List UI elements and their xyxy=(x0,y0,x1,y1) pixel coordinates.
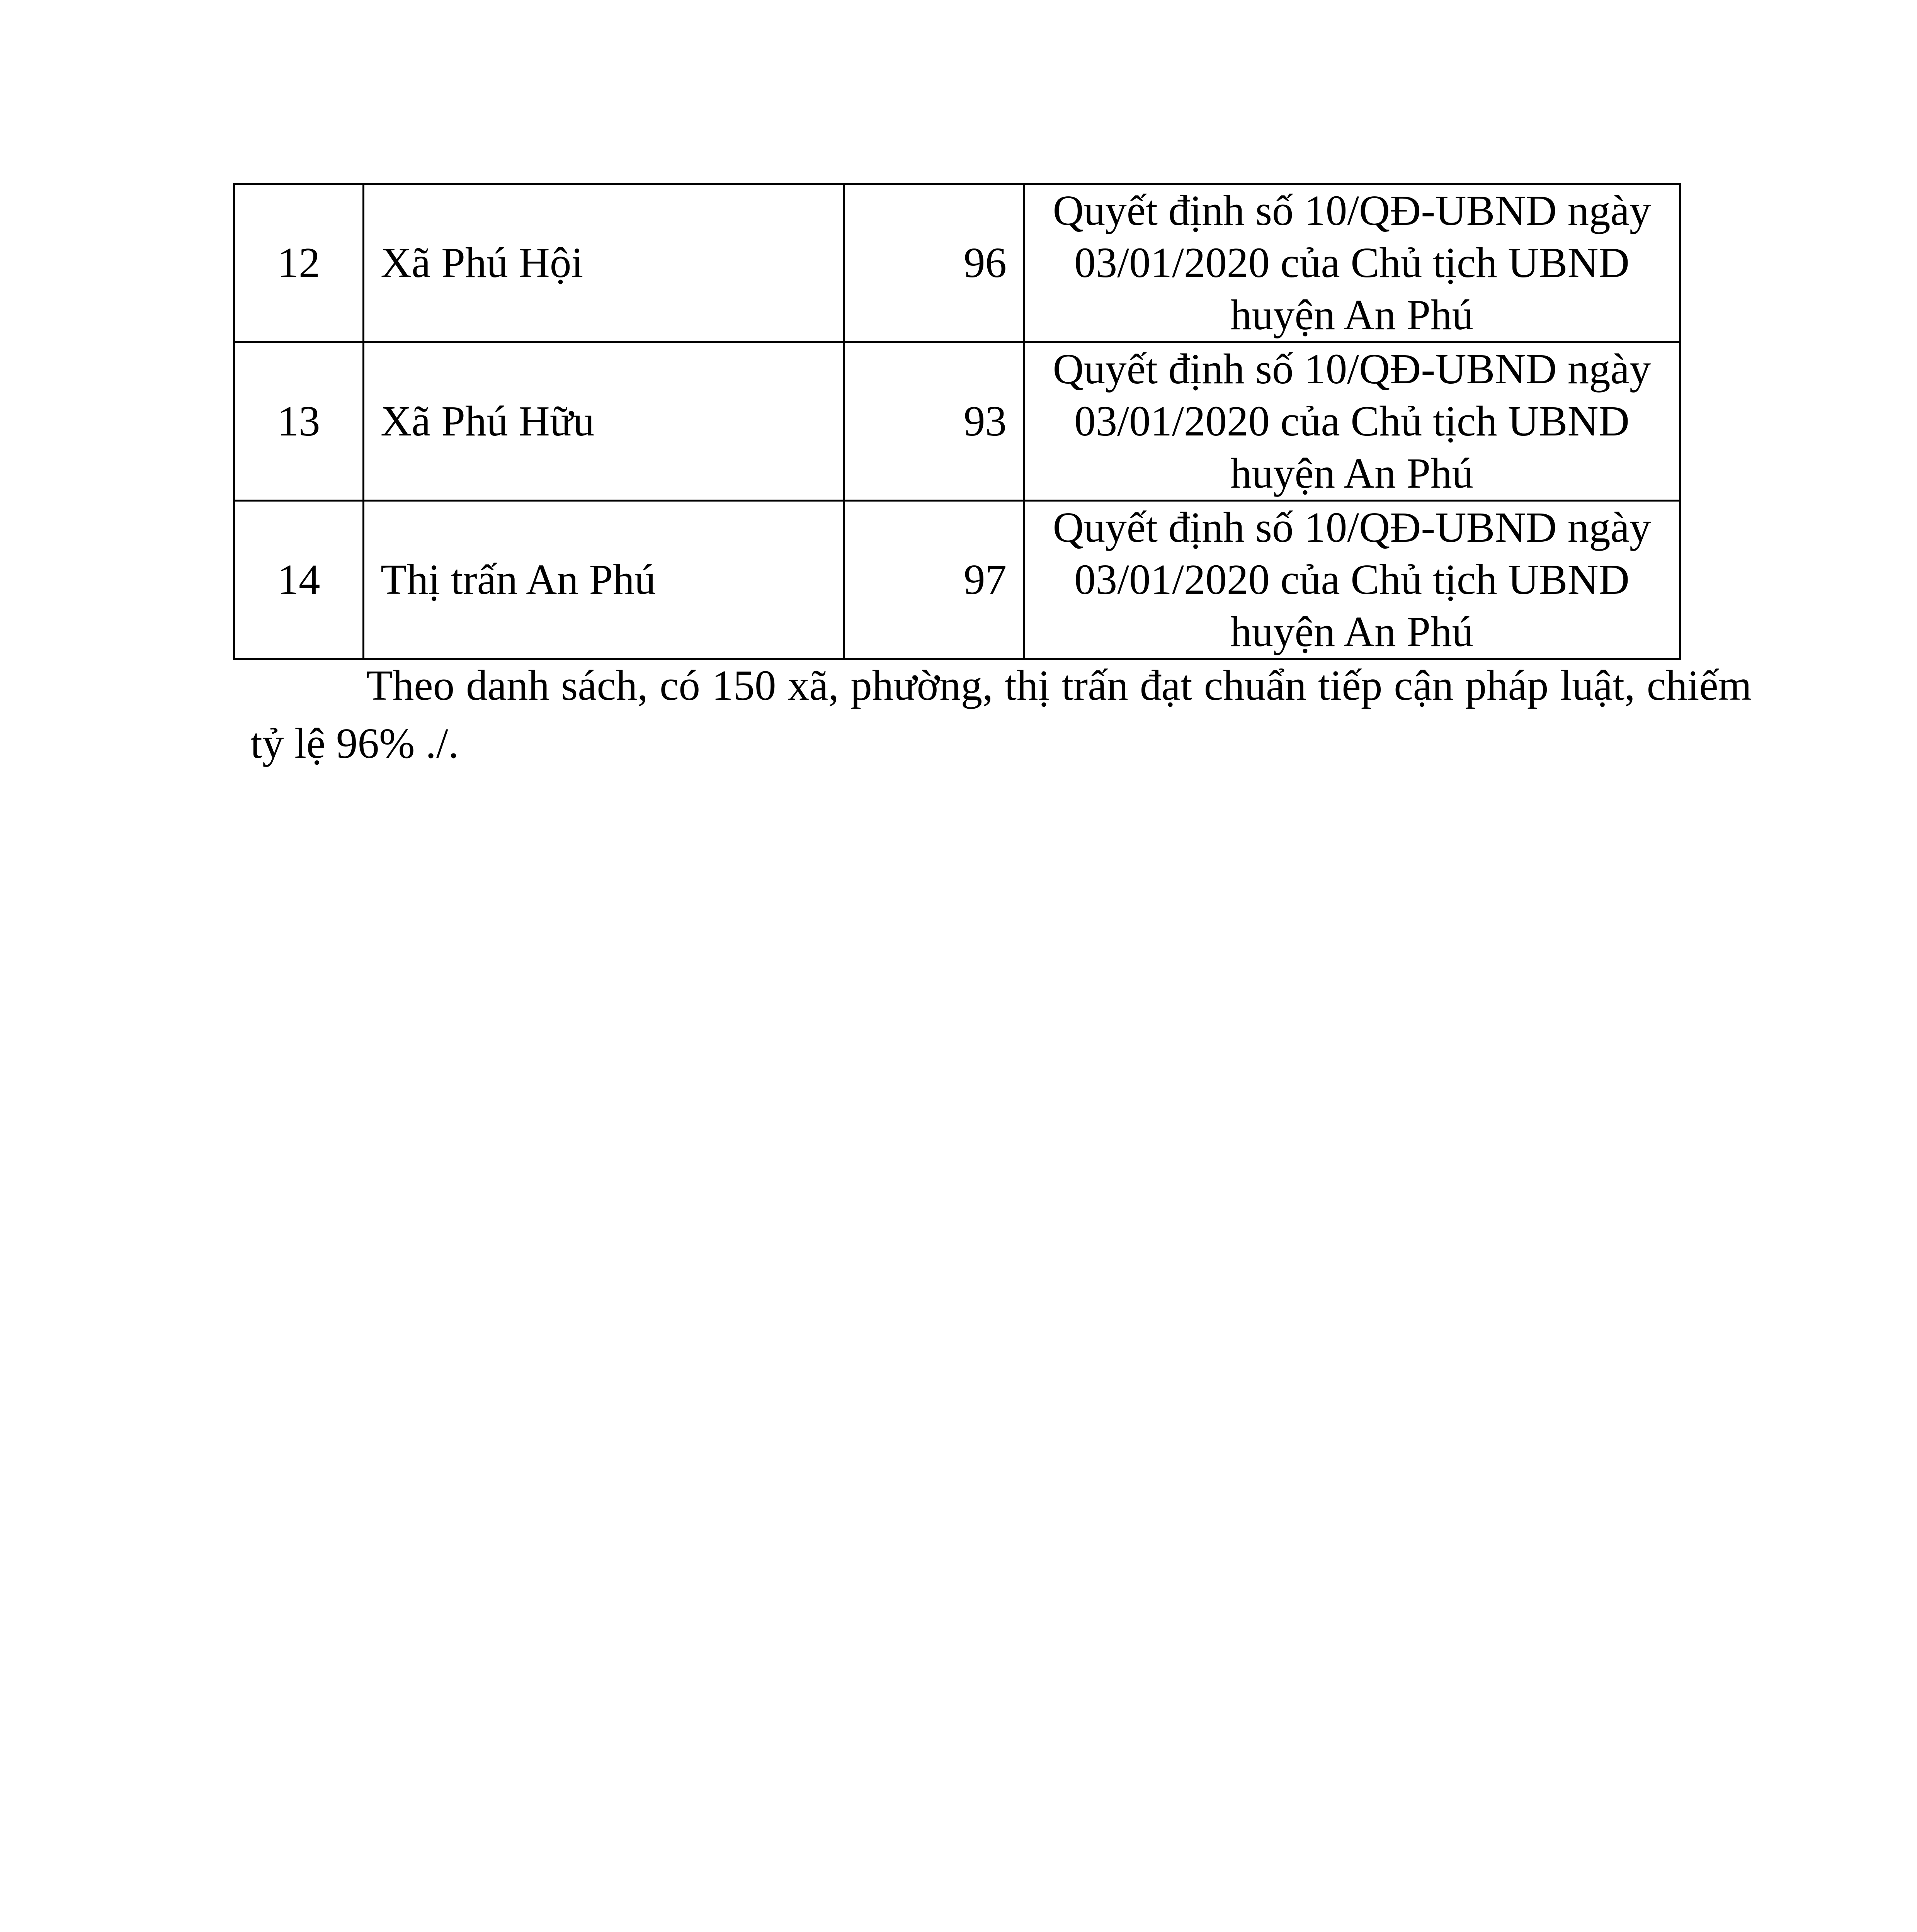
row-number: 14 xyxy=(234,501,364,659)
row-number: 12 xyxy=(234,184,364,342)
unit-score: 97 xyxy=(844,501,1024,659)
table-row xyxy=(234,501,1680,659)
decision-reference: Quyết định số 10/QĐ-UBND ngày 03/01/2020 của Chủ tịch UBND huyện An Phú xyxy=(1024,342,1680,501)
table-row xyxy=(234,342,1680,501)
unit-name: Xã Phú Hội xyxy=(364,184,844,342)
decision-reference: Quyết định số 10/QĐ-UBND ngày 03/01/2020 của Chủ tịch UBND huyện An Phú xyxy=(1024,501,1680,659)
decision-reference: Quyết định số 10/QĐ-UBND ngày 03/01/2020 của Chủ tịch UBND huyện An Phú xyxy=(1024,184,1680,342)
row-number: 13 xyxy=(234,342,364,501)
table-row xyxy=(234,184,1680,342)
unit-name: Xã Phú Hữu xyxy=(364,342,844,501)
unit-score: 93 xyxy=(844,342,1024,501)
summary-paragraph: Theo danh sách, có 150 xã, phường, thị trấn đạt chuẩn tiếp cận pháp luật, chiếm tỷ lệ 96% ./. xyxy=(250,662,1752,767)
commune-list-table xyxy=(233,183,1681,660)
unit-score: 96 xyxy=(844,184,1024,342)
unit-name: Thị trấn An Phú xyxy=(364,501,844,659)
